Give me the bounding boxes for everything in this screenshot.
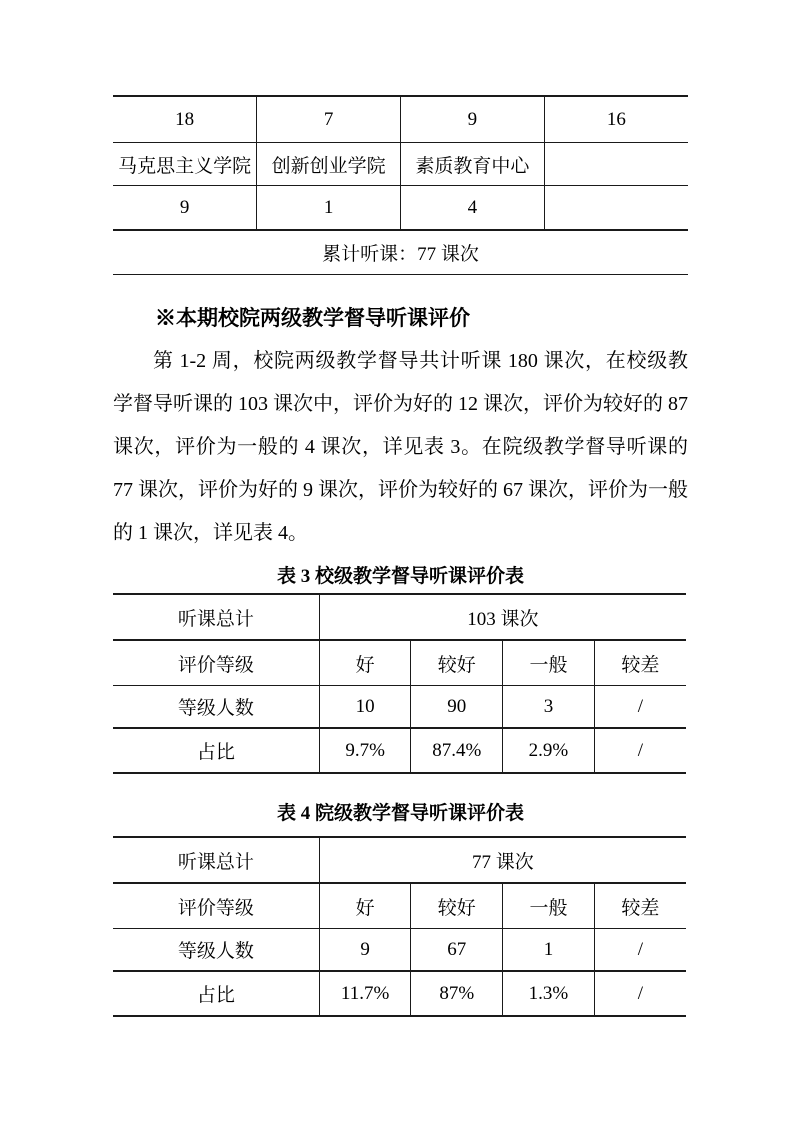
table-cell: 马克思主义学院 [113,143,257,186]
table-cell: 87% [411,971,503,1016]
table-cell: 1.3% [503,971,595,1016]
department-summary-table [113,95,688,275]
table-row [113,837,686,883]
table-row [113,883,686,929]
table-cell: 11.7% [319,971,411,1016]
total-value-cell: 77 课次 [319,837,686,883]
table-cell: 9 [113,186,257,231]
row-label-cell: 等级人数 [113,929,319,972]
table-cell: 素质教育中心 [401,143,545,186]
table-row [113,728,686,773]
table-cell: 较好 [411,883,503,929]
table-cell [544,143,688,186]
table-cell: 较差 [594,640,686,686]
table4-caption: 表 4 院级教学督导听课评价表 [276,803,524,824]
table3-caption: 表 3 校级教学督导听课评价表 [276,566,524,587]
table-row [113,929,686,972]
table-cell: 一般 [503,640,595,686]
section-paragraph: 第 1-2 周，校院两级教学督导共计听课 180 课次，在校级教学督导听课的 103 课次中，评价为好的 12 课次，评价为较好的 87 课次，评价为一般的 4 课次，详见表 3。在院级教学督导听课的 77 课次，评价为好的 9 课次，评价为较好的 67 课次，评价为一般的 1 课次，详见表 4。 [113,350,688,544]
table-cell: 9.7% [319,728,411,773]
table-cell: 7 [257,96,401,143]
table-cell: 9 [401,96,545,143]
table-row [113,96,688,143]
row-label-cell: 评价等级 [113,883,319,929]
table-cell: / [594,686,686,729]
table-cell: 较差 [594,883,686,929]
table-cell [544,186,688,231]
row-label-cell: 等级人数 [113,686,319,729]
table-cell: / [594,728,686,773]
table-cell: 87.4% [411,728,503,773]
table-cell: 好 [319,640,411,686]
row-label-cell: 占比 [113,971,319,1016]
table-cell: 1 [257,186,401,231]
cumulative-total-cell: 累计听课：77 课次 [113,230,688,275]
table-cell: 较好 [411,640,503,686]
row-label-cell: 评价等级 [113,640,319,686]
section-heading: ※本期校院两级教学督导听课评价 [155,306,470,330]
table-row [113,971,686,1016]
table-cell: 10 [319,686,411,729]
table-cell: 18 [113,96,257,143]
table-cell: 2.9% [503,728,595,773]
table-cell: 好 [319,883,411,929]
row-label-cell: 听课总计 [113,594,319,640]
table-cell: 创新创业学院 [257,143,401,186]
row-label-cell: 听课总计 [113,837,319,883]
table-cell: 4 [401,186,545,231]
total-value-cell: 103 课次 [319,594,686,640]
table-row [113,594,686,640]
table-row [113,640,686,686]
row-label-cell: 占比 [113,728,319,773]
table-cell: 3 [503,686,595,729]
table-cell: 16 [544,96,688,143]
page-content [113,0,688,1017]
table-cell: 90 [411,686,503,729]
school-level-evaluation-table [113,593,686,774]
table-cell: 一般 [503,883,595,929]
table-row [113,686,686,729]
table-row [113,186,688,231]
table-row [113,143,688,186]
table-cell: 9 [319,929,411,972]
table-cell: 1 [503,929,595,972]
table-cell: / [594,929,686,972]
table-footer-row [113,230,688,275]
table-cell: 67 [411,929,503,972]
table-cell: / [594,971,686,1016]
college-level-evaluation-table [113,836,686,1017]
